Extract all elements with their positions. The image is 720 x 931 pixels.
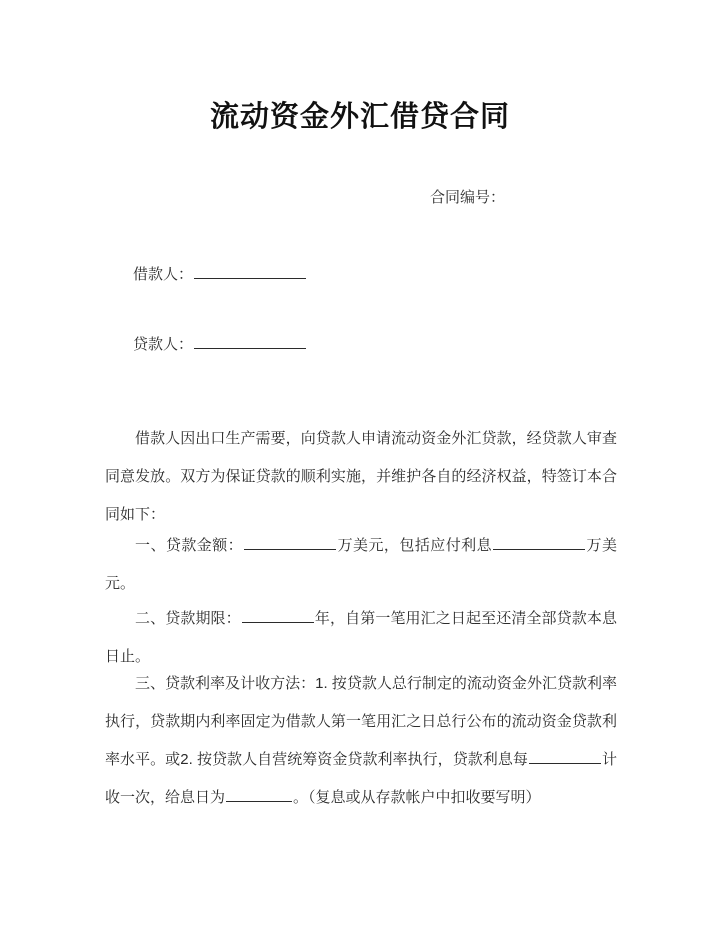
lender-input-blank[interactable] <box>194 333 306 349</box>
borrower-line <box>133 262 307 288</box>
clause-one-text-c: 万美元。 <box>105 537 617 592</box>
lender-line <box>133 332 307 358</box>
borrower-input-blank[interactable] <box>194 263 306 279</box>
clause-two-text-a: 二、贷款期限： <box>135 610 241 627</box>
clause-three-text-b: 计收一次，给息日为 <box>105 751 617 806</box>
contract-number-label: 合同编号： <box>429 189 505 206</box>
borrower-label: 借款人： <box>133 266 194 283</box>
interest-date-blank[interactable] <box>226 786 292 802</box>
clause-one-text-b: 万美元，包括应付利息 <box>337 537 493 554</box>
clause-one-text-a: 一、贷款金额： <box>135 537 244 554</box>
clause-one <box>105 527 617 603</box>
loan-term-blank[interactable] <box>242 607 314 623</box>
interest-period-blank[interactable] <box>529 748 601 764</box>
clause-three-text-a: 三、贷款利率及计收方法：1. 按贷款人总行制定的流动资金外汇贷款利率执行，贷款期内利率固定为借款人第一笔用汇之日总行公布的流动资金贷款利率水平。或2. 按贷款人自营统筹资金贷款利率执行，贷款利息每 <box>105 675 617 768</box>
loan-amount-blank[interactable] <box>244 534 336 550</box>
intro-paragraph: 借款人因出口生产需要，向贷款人申请流动资金外汇贷款，经贷款人审查同意发放。双方为保证贷款的顺利实施，并维护各自的经济权益，特签订本合同如下： <box>105 430 617 523</box>
lender-label: 贷款人： <box>133 336 194 353</box>
page-title: 流动资金外汇借贷合同 <box>209 101 510 134</box>
interest-amount-blank[interactable] <box>493 534 585 550</box>
clause-three-text-c: 。（复息或从存款帐户中扣收要写明） <box>293 789 541 806</box>
clause-two-text-b: 年，自第一笔用汇之日起至还清全部贷款本息日止。 <box>105 610 617 665</box>
clause-three <box>105 665 617 817</box>
